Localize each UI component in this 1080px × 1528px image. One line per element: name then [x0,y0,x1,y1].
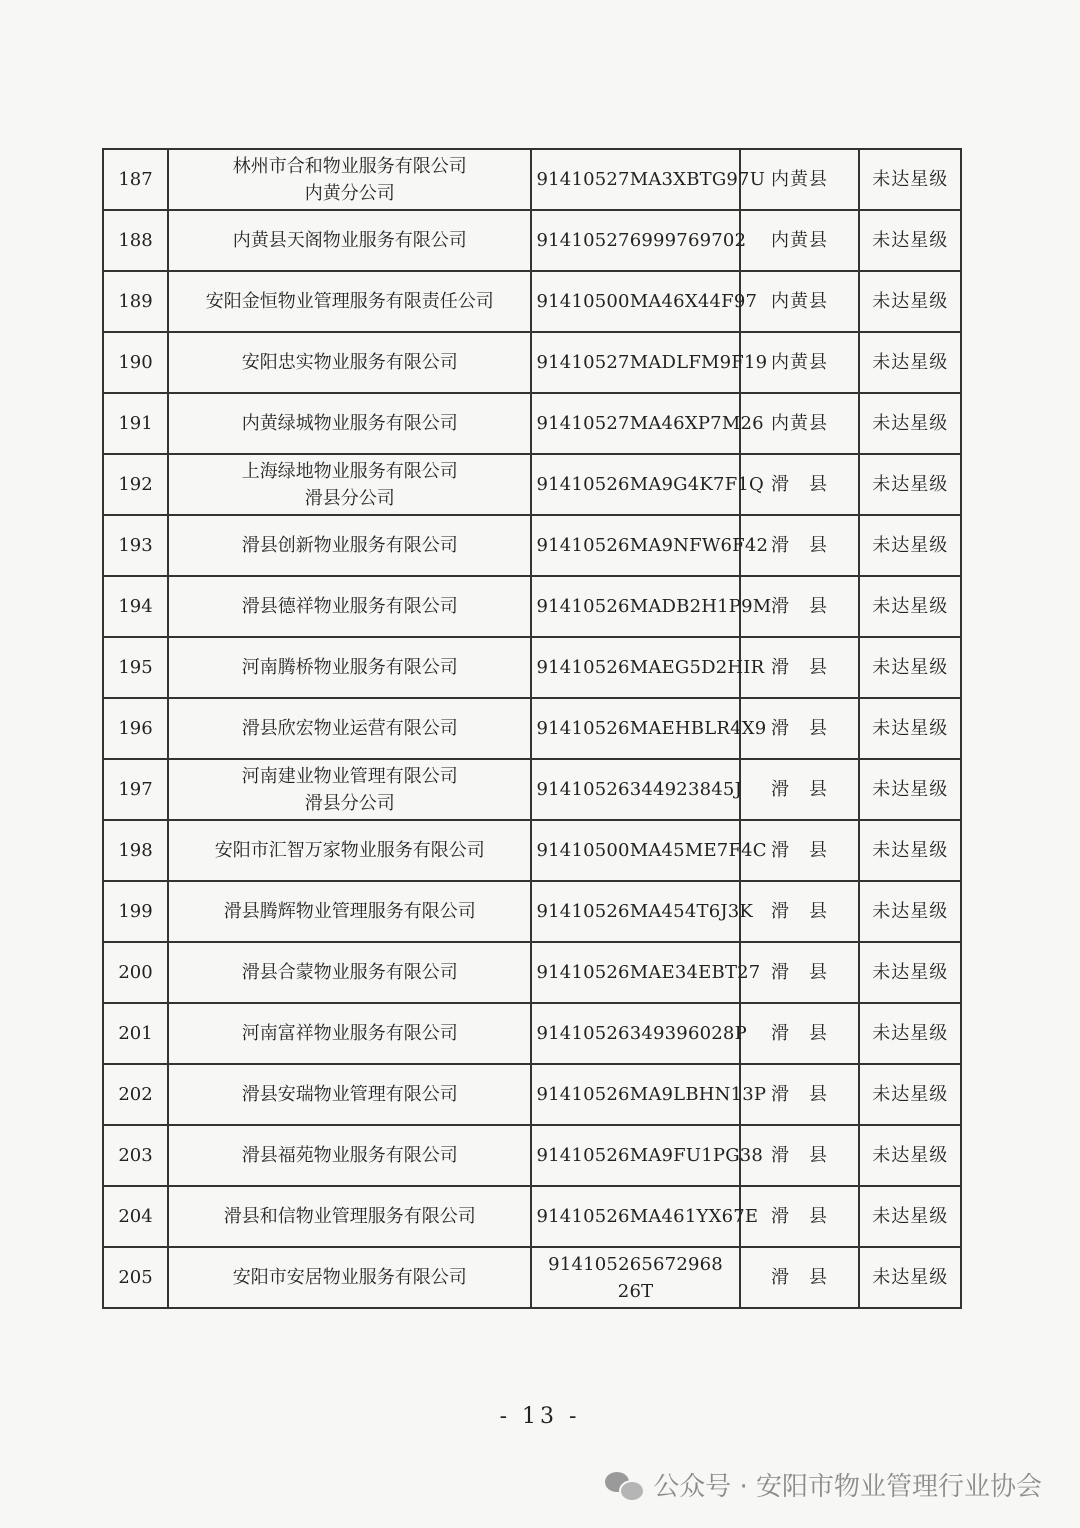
company-name-line: 滑县分公司 [304,792,395,814]
star-level: 未达星级 [859,393,961,454]
credit-code: 91410526344923845J [531,759,739,820]
region: 滑 县 [740,1064,860,1125]
company-name-line: 滑县和信物业管理服务有限公司 [223,1206,476,1227]
table-body [103,149,961,1308]
row-number: 191 [103,393,168,454]
company-name [168,881,532,942]
company-name-line: 滑县安瑞物业管理有限公司 [241,1084,458,1105]
company-name [168,210,532,271]
star-level: 未达星级 [859,1003,961,1064]
company-name-line: 河南富祥物业服务有限公司 [241,1023,458,1044]
wechat-icon [605,1470,643,1500]
row-number: 199 [103,881,168,942]
company-name-line: 滑县腾辉物业管理服务有限公司 [223,901,476,922]
region: 滑 县 [740,454,860,515]
region: 滑 县 [740,637,860,698]
region: 滑 县 [740,881,860,942]
row-number: 205 [103,1247,168,1308]
star-level: 未达星级 [859,576,961,637]
star-level: 未达星级 [859,1247,961,1308]
region: 滑 县 [740,576,860,637]
star-level: 未达星级 [859,515,961,576]
row-number: 201 [103,1003,168,1064]
region: 滑 县 [740,698,860,759]
region: 滑 县 [740,1003,860,1064]
company-name [168,1064,532,1125]
star-level: 未达星级 [859,1125,961,1186]
credit-code: 914105265672968​26T [531,1247,739,1308]
table-row [103,1064,961,1125]
company-name-line: 滑县欣宏物业运营有限公司 [241,718,458,739]
company-name [168,1125,532,1186]
company-name [168,698,532,759]
row-number: 200 [103,942,168,1003]
star-level: 未达星级 [859,454,961,515]
company-name-line: 滑县合蒙物业服务有限公司 [241,962,458,983]
company-name [168,637,532,698]
table-row [103,576,961,637]
region: 滑 县 [740,759,860,820]
row-number: 197 [103,759,168,820]
company-name-line: 滑县创新物业服务有限公司 [241,535,458,556]
credit-code: 91410527MA46XP7M26 [531,393,739,454]
table-row [103,393,961,454]
region: 内黄县 [740,271,860,332]
company-name [168,1003,532,1064]
star-level: 未达星级 [859,637,961,698]
row-number: 187 [103,149,168,210]
table-row [103,759,961,820]
credit-code: 91410526MA9G4K7F1Q [531,454,739,515]
credit-code: 91410526MAE34EBT27 [531,942,739,1003]
region: 内黄县 [740,210,860,271]
star-level: 未达星级 [859,332,961,393]
watermark-text: 公众号 · 安阳市物业管理行业协会 [653,1472,1042,1502]
company-name [168,759,532,820]
company-name [168,820,532,881]
company-name [168,271,532,332]
credit-code: 91410526MA9LBHN13P [531,1064,739,1125]
credit-code: 91410526MA461YX67E [531,1186,739,1247]
credit-code: 914105276999769702 [531,210,739,271]
region: 滑 县 [740,1125,860,1186]
page-number: - 13 - [499,1404,581,1429]
company-name [168,332,532,393]
star-level: 未达星级 [859,149,961,210]
watermark [605,1466,1042,1503]
company-name-line: 安阳市安居物业服务有限公司 [232,1267,467,1288]
credit-code: 91410527MADLFM9F19 [531,332,739,393]
table-row [103,820,961,881]
company-name-line: 安阳市汇智万家物业服务有限公司 [214,840,485,861]
star-level: 未达星级 [859,698,961,759]
company-name [168,576,532,637]
company-name [168,454,532,515]
table-row [103,881,961,942]
region: 内黄县 [740,332,860,393]
company-name-line: 滑县福苑物业服务有限公司 [241,1145,458,1166]
star-level: 未达星级 [859,820,961,881]
credit-code: 91410526MAEHBLR4X9 [531,698,739,759]
credit-code: 91410527MA3XBTG97U [531,149,739,210]
region: 滑 县 [740,1186,860,1247]
company-name-line: 安阳忠实物业服务有限公司 [241,352,458,373]
table-row [103,271,961,332]
star-level: 未达星级 [859,210,961,271]
company-name [168,1247,532,1308]
table-row [103,1247,961,1308]
star-level: 未达星级 [859,1186,961,1247]
company-name-line: 滑县分公司 [304,487,395,509]
credit-code: 91410526MA454T6J3K [531,881,739,942]
credit-code: 91410500MA46X44F97 [531,271,739,332]
table-row [103,454,961,515]
table-row [103,1125,961,1186]
credit-code: 91410526349396028P [531,1003,739,1064]
credit-code: 91410526MAEG5D2HIR [531,637,739,698]
company-name [168,149,532,210]
row-number: 195 [103,637,168,698]
credit-code: 91410500MA45ME7F4C [531,820,739,881]
row-number: 196 [103,698,168,759]
table-row [103,698,961,759]
company-name [168,393,532,454]
company-name-line: 内黄分公司 [304,182,395,204]
credit-code: 91410526MA9NFW6F42 [531,515,739,576]
star-level: 未达星级 [859,942,961,1003]
star-level: 未达星级 [859,1064,961,1125]
table-row [103,149,961,210]
row-number: 192 [103,454,168,515]
row-number: 202 [103,1064,168,1125]
star-level: 未达星级 [859,759,961,820]
company-name-line: 内黄县天阁物业服务有限公司 [232,230,467,251]
table-row [103,1003,961,1064]
company-name-line: 内黄绿城物业服务有限公司 [241,413,458,434]
row-number: 204 [103,1186,168,1247]
company-name-line: 滑县德祥物业服务有限公司 [241,596,458,617]
row-number: 198 [103,820,168,881]
row-number: 190 [103,332,168,393]
company-name-line: 河南腾桥物业服务有限公司 [241,657,458,678]
table-row [103,332,961,393]
table-row [103,1186,961,1247]
company-name [168,515,532,576]
row-number: 189 [103,271,168,332]
company-name-line: 林州市合和物业服务有限公司 [232,155,467,177]
company-name-line: 上海绿地物业服务有限公司 [241,460,458,482]
credit-code: 91410526MADB2H1P9M [531,576,739,637]
region: 内黄县 [740,149,860,210]
company-name [168,942,532,1003]
region: 滑 县 [740,1247,860,1308]
table-row [103,942,961,1003]
star-level: 未达星级 [859,881,961,942]
region: 内黄县 [740,393,860,454]
company-name-line: 河南建业物业管理有限公司 [241,765,458,787]
credit-code: 91410526MA9FU1PG38 [531,1125,739,1186]
region: 滑 县 [740,515,860,576]
region: 滑 县 [740,820,860,881]
table-row [103,210,961,271]
company-table [102,148,962,1309]
table-row [103,637,961,698]
star-level: 未达星级 [859,271,961,332]
row-number: 188 [103,210,168,271]
company-name-line: 安阳金恒物业管理服务有限责任公司 [205,291,494,312]
row-number: 193 [103,515,168,576]
table-row [103,515,961,576]
region: 滑 县 [740,942,860,1003]
company-name [168,1186,532,1247]
row-number: 203 [103,1125,168,1186]
row-number: 194 [103,576,168,637]
